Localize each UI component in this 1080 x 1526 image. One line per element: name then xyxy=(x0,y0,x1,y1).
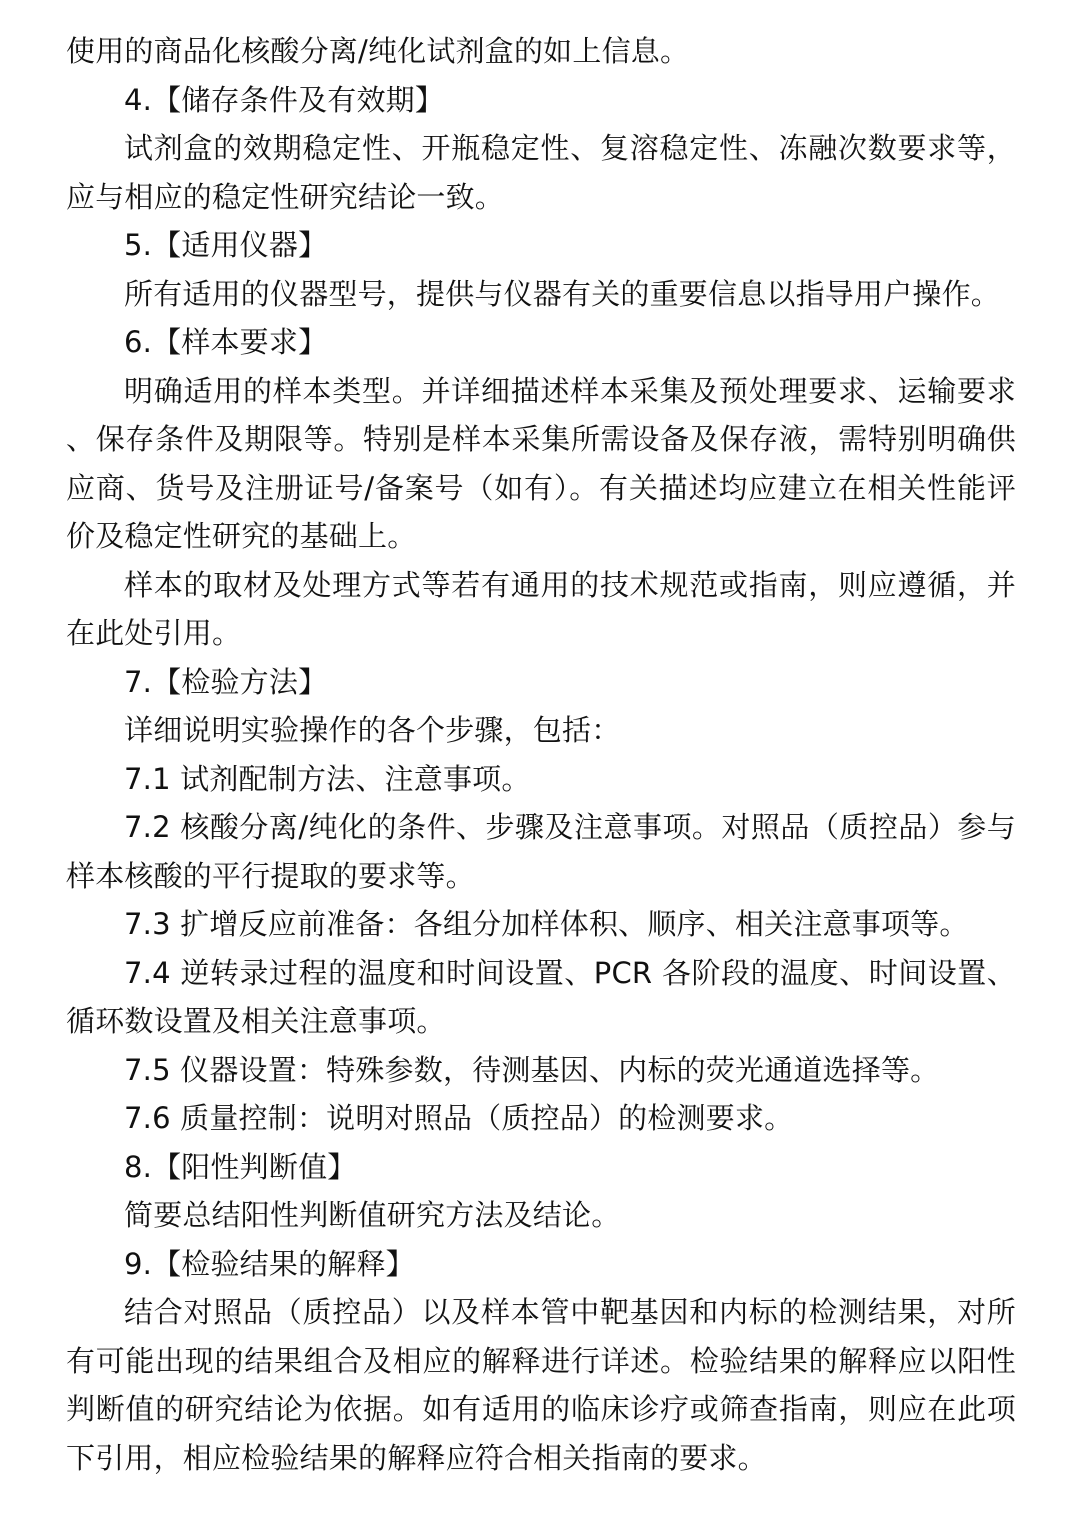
paragraph-sample-handling: 样本的取材及处理方式等若有通用的技术规范或指南，则应遵循，并在此处引用。 xyxy=(66,567,1016,650)
section-heading-storage: 4.【储存条件及有效期】 xyxy=(124,82,445,117)
list-item-7-5: 7.5 仪器设置：特殊参数，待测基因、内标的荧光通道选择等。 xyxy=(124,1052,940,1087)
paragraph-positive-cutoff: 简要总结阳性判断值研究方法及结论。 xyxy=(124,1198,621,1232)
section-heading-test-method: 7.【检验方法】 xyxy=(124,664,328,699)
list-item-7-2: 7.2 核酸分离/纯化的条件、步骤及注意事项。对照品（质控品）参与样本核酸的平行提取的要求等。 xyxy=(66,810,1016,893)
paragraph-continuation: 使用的商品化核酸分离/纯化试剂盒的如上信息。 xyxy=(66,34,690,68)
list-item-7-4: 7.4 逆转录过程的温度和时间设置、PCR 各阶段的温度、时间设置、循环数设置及相关注意事项。 xyxy=(66,955,1016,1038)
list-item-7-3: 7.3 扩增反应前准备：各组分加样体积、顺序、相关注意事项等。 xyxy=(124,907,969,941)
section-heading-instruments: 5.【适用仪器】 xyxy=(124,228,328,262)
paragraph-storage: 试剂盒的效期稳定性、开瓶稳定性、复溶稳定性、冻融次数要求等，应与相应的稳定性研究结论一致。 xyxy=(66,131,1016,214)
section-heading-sample-requirements: 6.【样本要求】 xyxy=(124,325,328,359)
list-item-7-6: 7.6 质量控制：说明对照品（质控品）的检测要求。 xyxy=(124,1101,794,1135)
paragraph-test-method-intro: 详细说明实验操作的各个步骤，包括： xyxy=(124,713,621,747)
paragraph-result-interpretation: 结合对照品（质控品）以及样本管中靶基因和内标的检测结果，对所有可能出现的结果组合及相应的解释进行详述。检验结果的解释应以阳性判断值的研究结论为依据。如有适用的临床诊疗或筛查指南，则应在此项下引用，相应检验结果的解释应符合相关指南的要求。 xyxy=(66,1295,1016,1475)
paragraph-sample-requirements: 明确适用的样本类型。并详细描述样本采集及预处理要求、运输要求、保存条件及期限等。特别是样本采集所需设备及保存液，需特别明确供应商、货号及注册证号/备案号（如有）。有关描述均应建立在相关性能评价及稳定性研究的基础上。 xyxy=(66,373,1016,553)
section-heading-result-interpretation: 9.【检验结果的解释】 xyxy=(124,1246,415,1281)
section-heading-positive-cutoff: 8.【阳性判断值】 xyxy=(124,1149,357,1184)
paragraph-instruments: 所有适用的仪器型号，提供与仪器有关的重要信息以指导用户操作。 xyxy=(124,276,1001,311)
list-item-7-1: 7.1 试剂配制方法、注意事项。 xyxy=(124,761,531,796)
